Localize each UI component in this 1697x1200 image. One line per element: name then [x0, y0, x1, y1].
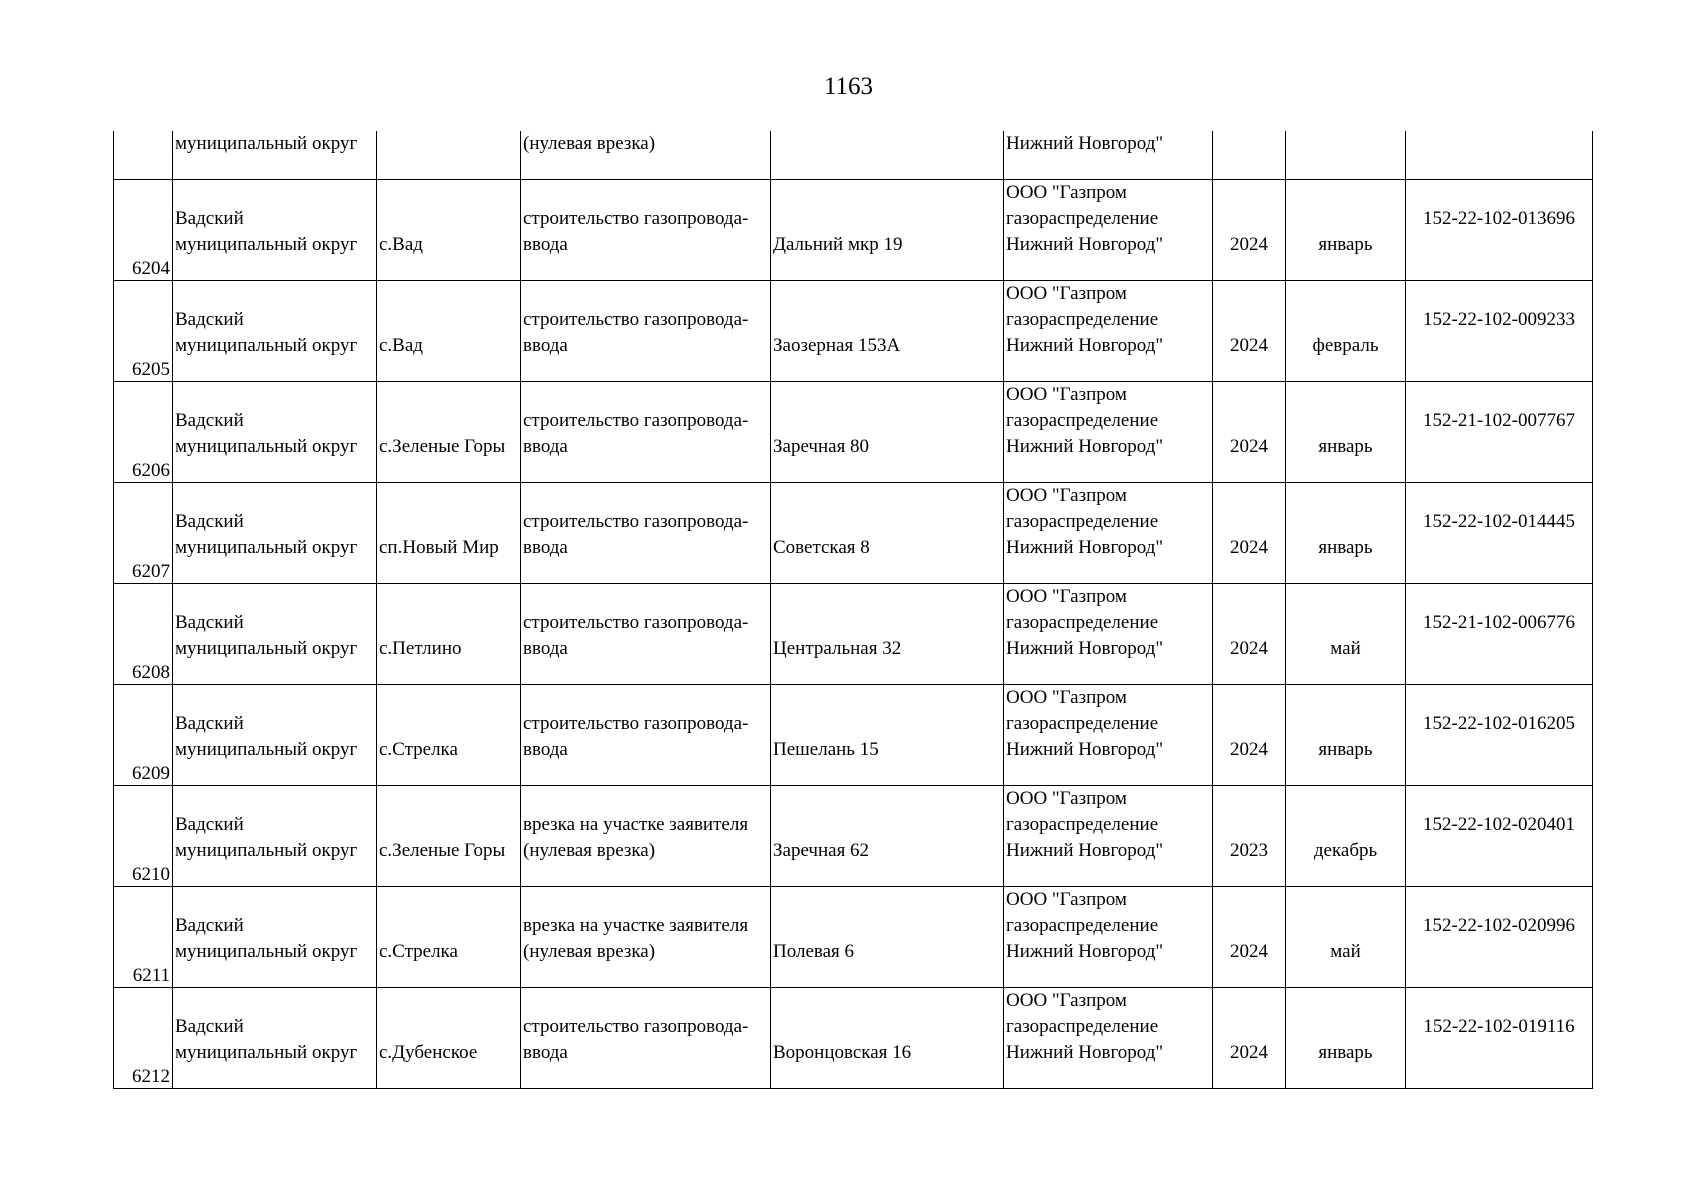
- work-type-text: (нулевая врезка): [523, 133, 656, 154]
- gas-connection-table: [113, 131, 1593, 1089]
- cell-address: [771, 887, 1004, 988]
- cell-month: [1286, 786, 1406, 887]
- cell-num: [114, 180, 173, 281]
- cell-year: [1213, 180, 1286, 281]
- cell-district: [173, 131, 377, 180]
- cell-month: [1286, 584, 1406, 685]
- cell-district: [173, 786, 377, 887]
- organization-text: ООО "Газпром газораспределение Нижний Новгород": [1006, 283, 1164, 356]
- cell-locality: [377, 382, 521, 483]
- work-type-text: строительство газопровода-ввода: [523, 309, 749, 356]
- cell-year: [1213, 584, 1286, 685]
- num-text: 6208: [132, 662, 170, 683]
- cell-work-type: [521, 281, 771, 382]
- district-text: Вадский муниципальный округ: [175, 1016, 358, 1063]
- cell-id: [1406, 786, 1593, 887]
- cell-month: [1286, 988, 1406, 1089]
- cell-id: [1406, 281, 1593, 382]
- cell-organization: [1004, 483, 1213, 584]
- district-text: Вадский муниципальный округ: [175, 713, 358, 760]
- month-text: май: [1330, 941, 1361, 962]
- cell-num: [114, 887, 173, 988]
- cell-year: [1213, 786, 1286, 887]
- district-text: Вадский муниципальный округ: [175, 915, 358, 962]
- id-text: 152-22-102-009233: [1423, 309, 1575, 330]
- id-text: 152-22-102-020401: [1423, 814, 1575, 835]
- locality-text: с.Петлино: [379, 638, 462, 659]
- cell-num: [114, 988, 173, 1089]
- organization-text: ООО "Газпром газораспределение Нижний Новгород": [1006, 485, 1164, 558]
- address-text: Центральная 32: [773, 638, 902, 659]
- cell-id: [1406, 180, 1593, 281]
- work-type-text: строительство газопровода-ввода: [523, 1016, 749, 1063]
- cell-organization: [1004, 281, 1213, 382]
- work-type-text: строительство газопровода-ввода: [523, 410, 749, 457]
- cell-address: [771, 786, 1004, 887]
- table-row: [114, 180, 1593, 281]
- cell-year: [1213, 281, 1286, 382]
- num-text: 6207: [132, 561, 170, 582]
- cell-month: [1286, 131, 1406, 180]
- table-row: [114, 887, 1593, 988]
- year-text: 2024: [1230, 739, 1268, 760]
- cell-num: [114, 281, 173, 382]
- cell-id: [1406, 483, 1593, 584]
- locality-text: сп.Новый Мир: [379, 537, 499, 558]
- organization-text: ООО "Газпром газораспределение Нижний Новгород": [1006, 182, 1164, 255]
- id-text: 152-22-102-014445: [1423, 511, 1575, 532]
- cell-num: [114, 131, 173, 180]
- table-row: [114, 584, 1593, 685]
- cell-district: [173, 685, 377, 786]
- cell-num: [114, 382, 173, 483]
- locality-text: с.Стрелка: [379, 739, 458, 760]
- organization-text: ООО "Газпром газораспределение Нижний Новгород": [1006, 586, 1164, 659]
- district-text: Вадский муниципальный округ: [175, 814, 358, 861]
- cell-locality: [377, 685, 521, 786]
- num-text: 6211: [132, 965, 170, 986]
- address-text: Советская 8: [773, 537, 870, 558]
- cell-address: [771, 382, 1004, 483]
- year-text: 2024: [1230, 537, 1268, 558]
- locality-text: с.Стрелка: [379, 941, 458, 962]
- cell-district: [173, 584, 377, 685]
- cell-year: [1213, 131, 1286, 180]
- address-text: Заречная 80: [773, 436, 870, 457]
- cell-organization: [1004, 786, 1213, 887]
- cell-locality: [377, 180, 521, 281]
- work-type-text: строительство газопровода-ввода: [523, 612, 749, 659]
- cell-locality: [377, 887, 521, 988]
- address-text: Заозерная 153А: [773, 335, 901, 356]
- address-text: Полевая 6: [773, 941, 855, 962]
- cell-id: [1406, 131, 1593, 180]
- organization-text: ООО "Газпром газораспределение Нижний Новгород": [1006, 687, 1164, 760]
- cell-id: [1406, 887, 1593, 988]
- num-text: 6204: [132, 258, 170, 279]
- work-type-text: строительство газопровода-ввода: [523, 511, 749, 558]
- locality-text: с.Зеленые Горы: [379, 436, 506, 457]
- cell-month: [1286, 887, 1406, 988]
- locality-text: с.Вад: [379, 234, 423, 255]
- organization-text: ООО "Газпром газораспределение Нижний Новгород": [1006, 889, 1164, 962]
- cell-year: [1213, 887, 1286, 988]
- num-text: 6206: [132, 460, 170, 481]
- year-text: 2024: [1230, 1042, 1268, 1063]
- cell-address: [771, 584, 1004, 685]
- cell-year: [1213, 685, 1286, 786]
- district-text: муниципальный округ: [175, 133, 358, 154]
- cell-year: [1213, 483, 1286, 584]
- address-text: Пешелань 15: [773, 739, 879, 760]
- month-text: декабрь: [1313, 840, 1378, 861]
- month-text: май: [1330, 638, 1361, 659]
- id-text: 152-22-102-020996: [1423, 915, 1575, 936]
- cell-organization: [1004, 887, 1213, 988]
- cell-month: [1286, 180, 1406, 281]
- cell-num: [114, 685, 173, 786]
- month-text: январь: [1318, 1042, 1373, 1063]
- cell-district: [173, 180, 377, 281]
- work-type-text: строительство газопровода-ввода: [523, 208, 749, 255]
- address-text: Заречная 62: [773, 840, 870, 861]
- organization-text: ООО "Газпром газораспределение Нижний Новгород": [1006, 990, 1164, 1063]
- month-text: январь: [1318, 537, 1373, 558]
- organization-text: Нижний Новгород": [1006, 133, 1164, 154]
- year-text: 2023: [1230, 840, 1268, 861]
- work-type-text: врезка на участке заявителя (нулевая врезка): [523, 814, 749, 861]
- year-text: 2024: [1230, 234, 1268, 255]
- cell-locality: [377, 786, 521, 887]
- cell-district: [173, 988, 377, 1089]
- work-type-text: строительство газопровода-ввода: [523, 713, 749, 760]
- cell-work-type: [521, 180, 771, 281]
- cell-address: [771, 988, 1004, 1089]
- cell-num: [114, 786, 173, 887]
- cell-district: [173, 483, 377, 584]
- cell-organization: [1004, 988, 1213, 1089]
- cell-address: [771, 131, 1004, 180]
- table-row: [114, 786, 1593, 887]
- cell-district: [173, 281, 377, 382]
- num-text: 6209: [132, 763, 170, 784]
- id-text: 152-21-102-007767: [1423, 410, 1575, 431]
- month-text: январь: [1318, 234, 1373, 255]
- cell-organization: [1004, 180, 1213, 281]
- table-row: [114, 988, 1593, 1089]
- year-text: 2024: [1230, 335, 1268, 356]
- num-text: 6210: [132, 864, 170, 885]
- cell-organization: [1004, 382, 1213, 483]
- year-text: 2024: [1230, 638, 1268, 659]
- cell-organization: [1004, 584, 1213, 685]
- id-text: 152-22-102-013696: [1423, 208, 1575, 229]
- cell-id: [1406, 685, 1593, 786]
- organization-text: ООО "Газпром газораспределение Нижний Новгород": [1006, 788, 1164, 861]
- cell-work-type: [521, 988, 771, 1089]
- district-text: Вадский муниципальный округ: [175, 410, 358, 457]
- cell-work-type: [521, 483, 771, 584]
- cell-work-type: [521, 887, 771, 988]
- cell-organization: [1004, 685, 1213, 786]
- table-row: [114, 382, 1593, 483]
- year-text: 2024: [1230, 941, 1268, 962]
- cell-month: [1286, 483, 1406, 584]
- id-text: 152-22-102-016205: [1423, 713, 1575, 734]
- cell-work-type: [521, 131, 771, 180]
- cell-work-type: [521, 584, 771, 685]
- cell-work-type: [521, 382, 771, 483]
- address-text: Дальний мкр 19: [773, 234, 903, 255]
- cell-address: [771, 483, 1004, 584]
- locality-text: с.Вад: [379, 335, 423, 356]
- cell-address: [771, 281, 1004, 382]
- cell-locality: [377, 584, 521, 685]
- cell-year: [1213, 988, 1286, 1089]
- num-text: 6212: [132, 1066, 170, 1087]
- id-text: 152-21-102-006776: [1423, 612, 1575, 633]
- cell-locality: [377, 281, 521, 382]
- cell-year: [1213, 382, 1286, 483]
- month-text: февраль: [1312, 335, 1379, 356]
- cell-locality: [377, 131, 521, 180]
- cell-id: [1406, 988, 1593, 1089]
- district-text: Вадский муниципальный округ: [175, 309, 358, 356]
- month-text: январь: [1318, 436, 1373, 457]
- id-text: 152-22-102-019116: [1423, 1016, 1575, 1037]
- cell-month: [1286, 685, 1406, 786]
- table-row: [114, 685, 1593, 786]
- table-body: [114, 131, 1593, 1089]
- table-row: [114, 483, 1593, 584]
- cell-work-type: [521, 685, 771, 786]
- cell-organization: [1004, 131, 1213, 180]
- cell-locality: [377, 483, 521, 584]
- locality-text: с.Дубенское: [379, 1042, 478, 1063]
- cell-month: [1286, 281, 1406, 382]
- cell-id: [1406, 382, 1593, 483]
- continuation-row: [114, 131, 1593, 180]
- cell-month: [1286, 382, 1406, 483]
- work-type-text: врезка на участке заявителя (нулевая врезка): [523, 915, 749, 962]
- cell-locality: [377, 988, 521, 1089]
- cell-address: [771, 685, 1004, 786]
- cell-id: [1406, 584, 1593, 685]
- cell-work-type: [521, 786, 771, 887]
- page-number: 1163: [823, 73, 874, 100]
- cell-district: [173, 887, 377, 988]
- locality-text: с.Зеленые Горы: [379, 840, 506, 861]
- district-text: Вадский муниципальный округ: [175, 511, 358, 558]
- cell-address: [771, 180, 1004, 281]
- district-text: Вадский муниципальный округ: [175, 612, 358, 659]
- cell-district: [173, 382, 377, 483]
- num-text: 6205: [132, 359, 170, 380]
- table-row: [114, 281, 1593, 382]
- district-text: Вадский муниципальный округ: [175, 208, 358, 255]
- cell-num: [114, 584, 173, 685]
- cell-num: [114, 483, 173, 584]
- address-text: Воронцовская 16: [773, 1042, 912, 1063]
- year-text: 2024: [1230, 436, 1268, 457]
- month-text: январь: [1318, 739, 1373, 760]
- organization-text: ООО "Газпром газораспределение Нижний Новгород": [1006, 384, 1164, 457]
